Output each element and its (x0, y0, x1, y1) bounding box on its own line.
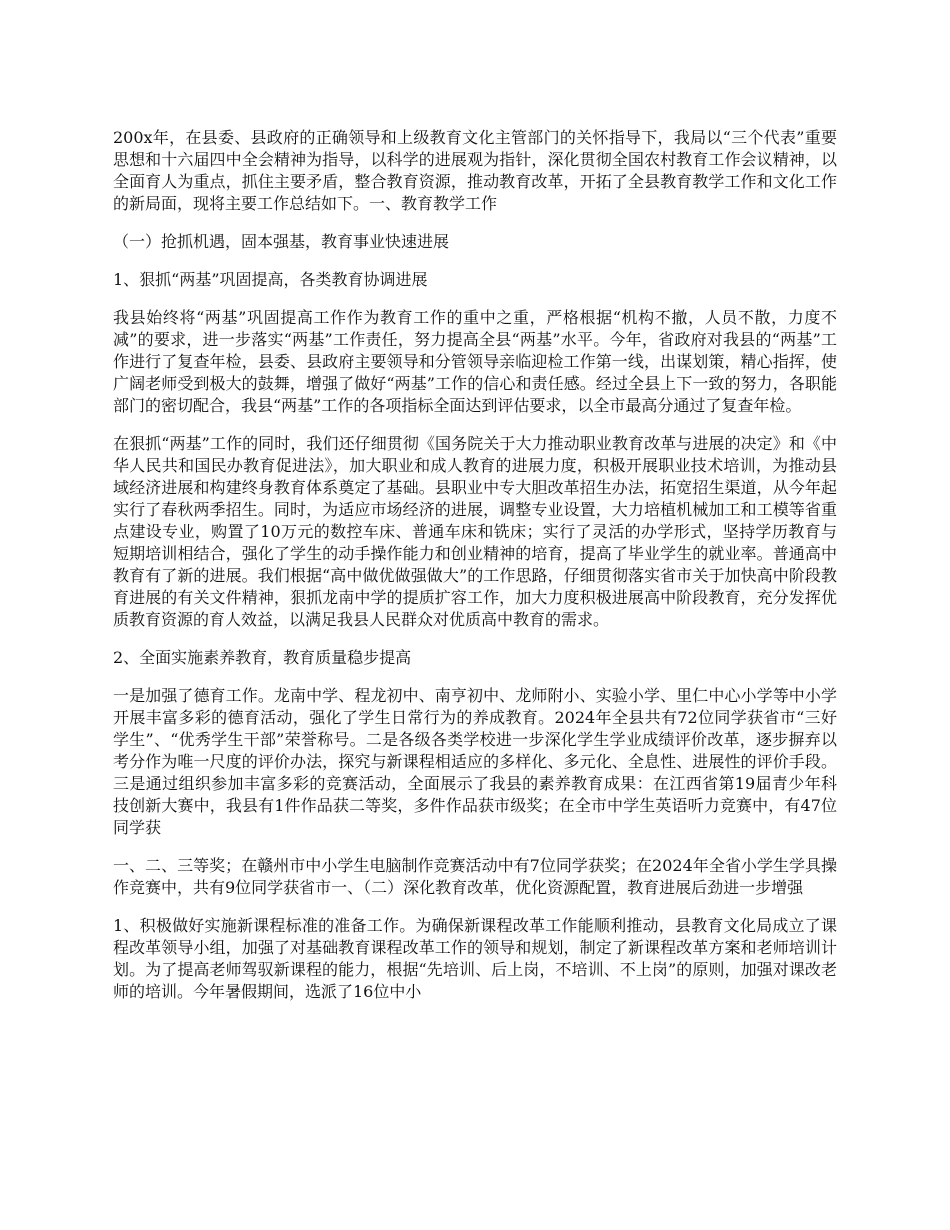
subsection-heading-2: 2、全面实施素养教育，教育质量稳步提高 (113, 648, 412, 667)
body-paragraph-1: 我县始终将“两基”巩固提高工作作为教育工作的重中之重，严格根据“机构不撤，人员不散，力度不减”的要求，进一步落实“两基”工作责任，努力提高全县“两基”水平。今年，省政府对我县的“两基”工作进行了复查年检，县委、县政府主要领导和分管领导亲临迎检工作第一线，出谋划策，精心指挥，使广阔老师受到极大的鼓舞，增强了做好“两基”工作的信心和责任感。经过全县上下一致的努力，各职能部门的密切配合，我县“两基”工作的各项指标全面达到评估要求，以全市最高分通过了复查年检。 (113, 308, 837, 415)
intro-paragraph: 200x年，在县委、县政府的正确领导和上级教育文化主管部门的关怀指导下，我局以“三个代表”重要思想和十六届四中全会精神为指导，以科学的进展观为指针，深化贯彻全国农村教育工作会议精神，以全面育人为重点，抓住主要矛盾，整合教育资源，推动教育改革，开拓了全县教育教学工作和文化工作的新局面，现将主要工作总结如下。一、教育教学工作 (113, 128, 837, 213)
body-paragraph-2: 在狠抓“两基”工作的同时，我们还仔细贯彻《国务院关于大力推动职业教育改革与进展的决定》和《中华人民共和国民办教育促进法》，加大职业和成人教育的进展力度，积极开展职业技术培训，为推动县域经济进展和构建终身教育体系奠定了基础。县职业中专大胆改革招生办法，拓宽招生渠道，从今年起实行了春秋两季招生。同时，为适应市场经济的进展，调整专业设置，大力培植机械加工和工模等省重点建设专业，购置了10万元的数控车床、普通车床和铣床；实行了灵活的办学形式，坚持学历教育与短期培训相结合，强化了学生的动手操作能力和创业精神的培育，提高了毕业学生的就业率。普通高中教育有了新的进展。我们根据“高中做优做强做大”的工作思路，仔细贯彻落实省市关于加快高中阶段教育进展的有关文件精神，狠抓龙南中学的提质扩容工作，加大力度积极进展高中阶段教育，充分发挥优质教育资源的育人效益，以满足我县人民群众对优质高中教育的需求。 (113, 434, 837, 629)
body-paragraph-5: 1、积极做好实施新课程标准的准备工作。为确保新课程改革工作能顺利推动，县教育文化局成立了课程改革领导小组，加强了对基础教育课程改革工作的领导和规划，制定了新课程改革方案和老师培训计划。为了提高老师驾驭新课程的能力，根据“先培训、后上岗，不培训、不上岗”的原则，加强对课改老师的培训。今年暑假期间，选派了16位中小 (113, 916, 837, 1001)
document-body (113, 127, 837, 1019)
body-paragraph-4: 一、二、三等奖；在赣州市中小学生电脑制作竞赛活动中有7位同学获奖；在2024年全省小学生学具操作竞赛中，共有9位同学获省市一、（二）深化教育改革，优化资源配置，教育进展后劲进一步增强 (113, 856, 837, 897)
subsection-heading-1: 1、狠抓“两基”巩固提高，各类教育协调进展 (113, 270, 428, 289)
section-heading-1: （一）抢抓机遇，固本强基，教育事业快速进展 (113, 232, 450, 251)
body-paragraph-3: 一是加强了德育工作。龙南中学、程龙初中、南亨初中、龙师附小、实验小学、里仁中心小学等中小学开展丰富多彩的德育活动，强化了学生日常行为的养成教育。2024年全县共有72位同学获省市“三好学生”、“优秀学生干部”荣誉称号。二是各级各类学校进一步深化学生学业成绩评价改革，逐步摒弃以考分作为唯一尺度的评价办法，探究与新课程相适应的多样化、多元化、全息性、进展性的评价手段。三是通过组织参加丰富多彩的竞赛活动，全面展示了我县的素养教育成果：在江西省第19届青少年科技创新大赛中，我县有1件作品获二等奖，多件作品获市级奖；在全市中学生英语听力竞赛中，有47位同学获 (113, 686, 837, 837)
